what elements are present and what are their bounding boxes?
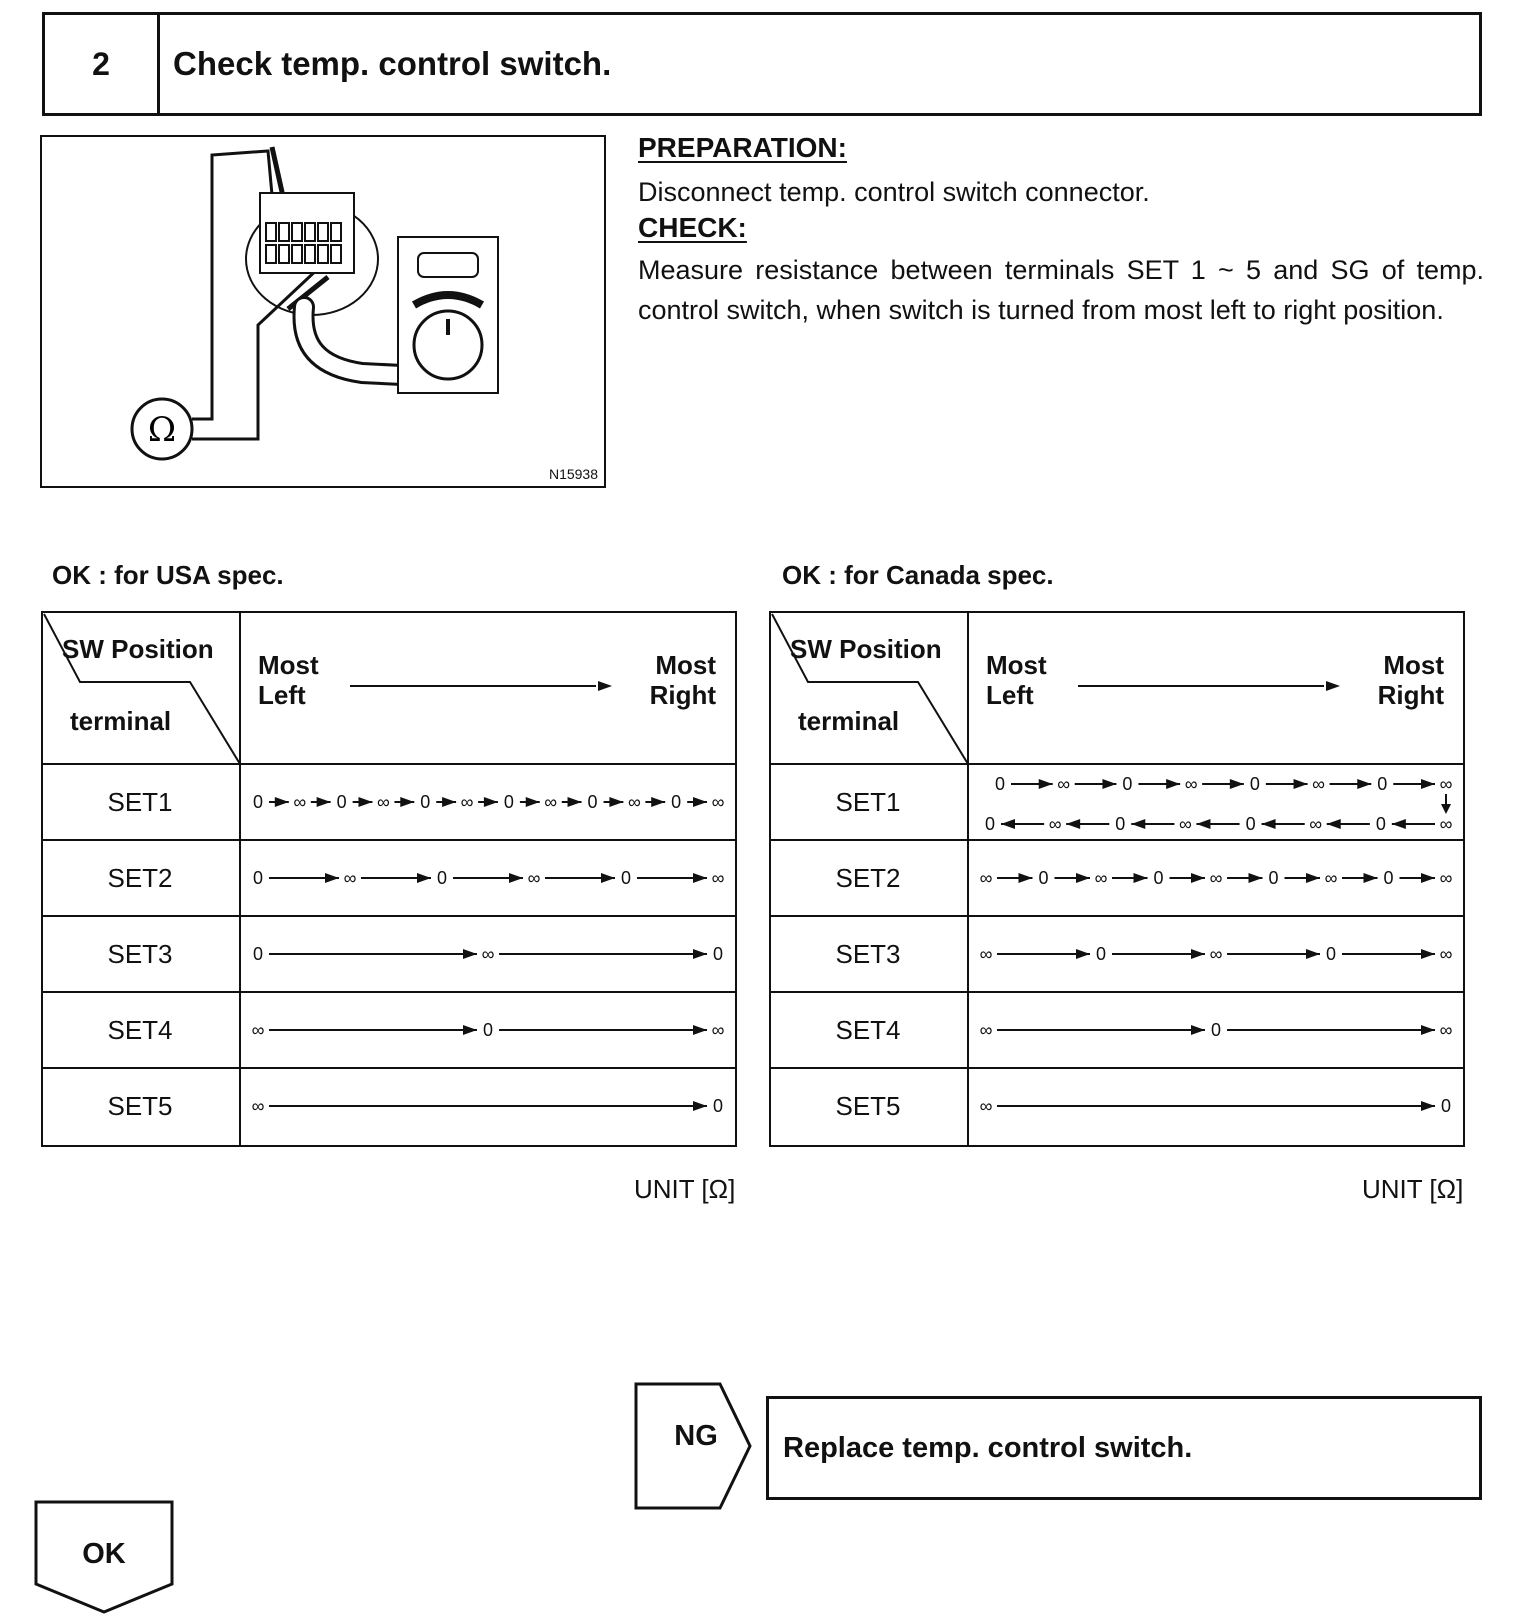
arrowhead: [1357, 779, 1371, 789]
arrowhead: [509, 873, 523, 883]
arrowhead: [317, 797, 331, 807]
arrowhead: [275, 797, 289, 807]
arrowhead: [693, 797, 707, 807]
canada-set3-value-1: 0: [1095, 944, 1107, 964]
arrowhead: [1421, 949, 1435, 959]
usa-set1-value-8: 0: [587, 792, 598, 812]
arrowhead: [693, 949, 707, 959]
arrowhead: [1262, 819, 1276, 829]
arrowhead: [526, 797, 540, 807]
arrowhead: [1131, 819, 1145, 829]
canada-set1-top-value-5: ∞: [1312, 774, 1325, 794]
canada-set1-label: SET1: [835, 787, 901, 817]
arrowhead: [1306, 873, 1320, 883]
canada-set1-top-value-2: 0: [1122, 774, 1133, 794]
arrowhead: [400, 797, 414, 807]
ok-label: OK: [82, 1538, 126, 1570]
figure-code: N15938: [548, 466, 598, 482]
canada-set2-value-4: ∞: [1209, 868, 1223, 888]
arrowhead: [1294, 779, 1308, 789]
test-lead-1: [192, 151, 274, 419]
canada-spec-title: OK : for Canada spec.: [782, 560, 1054, 590]
canada-set1-bottom-value-4: ∞: [1179, 814, 1192, 834]
usa-set3-value-2: 0: [712, 944, 724, 964]
canada-set3-value-2: ∞: [1209, 944, 1223, 964]
canada-set2-sequence: [980, 868, 1453, 888]
usa-set3-sequence: [253, 944, 723, 964]
canada-set3-value-3: 0: [1325, 944, 1337, 964]
usa-set5-sequence: [252, 1096, 723, 1116]
arrowhead: [1134, 873, 1148, 883]
usa-set1-label: SET1: [107, 787, 173, 817]
usa-set1-value-10: 0: [671, 792, 682, 812]
canada-spec-table: [768, 610, 1466, 1148]
arrowhead: [1441, 804, 1451, 814]
arrowhead: [417, 873, 431, 883]
canada-set5-value-0: ∞: [979, 1096, 993, 1116]
ng-label: NG: [674, 1420, 718, 1452]
usa-set5-label: SET5: [107, 1091, 173, 1121]
usa-set3-label: SET3: [107, 939, 173, 969]
canada-set1-top-value-7: ∞: [1439, 774, 1453, 794]
usa-set3-value-1: ∞: [481, 944, 495, 964]
canada-set4-value-1: 0: [1210, 1020, 1222, 1040]
arrowhead: [1102, 779, 1116, 789]
arrowhead: [1191, 873, 1205, 883]
canada-set4-value-0: ∞: [979, 1020, 993, 1040]
most-right-label-1: Most: [655, 650, 716, 680]
step-title: Check temp. control switch.: [173, 45, 612, 82]
arrowhead: [1076, 873, 1090, 883]
arrowhead: [463, 949, 477, 959]
arrowhead: [609, 797, 623, 807]
canada-set1-bottom-value-1: 0: [1375, 814, 1386, 834]
most-right-label-2: Right: [649, 680, 716, 710]
canada-set1-bottom-value-7: 0: [984, 814, 996, 834]
usa-set1-value-9: ∞: [627, 792, 641, 812]
canada-set4-label: SET4: [835, 1015, 901, 1045]
canada-unit-label: UNIT [Ω]: [1362, 1174, 1464, 1204]
usa-set2-label: SET2: [107, 863, 173, 893]
step-number: 2: [45, 15, 160, 113]
usa-set3-value-0: 0: [252, 944, 264, 964]
usa-set1-value-7: ∞: [544, 792, 558, 812]
canada-set2-label: SET2: [835, 863, 901, 893]
arrowhead: [1421, 1101, 1435, 1111]
usa-set2-value-4: 0: [620, 868, 632, 888]
usa-unit-label: UNIT [Ω]: [634, 1174, 736, 1204]
arrowhead: [463, 1025, 477, 1035]
arrowhead: [568, 797, 582, 807]
usa-set4-value-1: 0: [482, 1020, 494, 1040]
canada-set1-bottom-value-6: ∞: [1048, 814, 1062, 834]
arrowhead: [598, 681, 612, 691]
arrowhead: [1327, 819, 1341, 829]
most-left-label-2: Left: [986, 680, 1034, 710]
arrowhead: [693, 1101, 707, 1111]
arrowhead: [1066, 819, 1080, 829]
canada-set1-sequence: [985, 774, 1453, 834]
arrowhead: [325, 873, 339, 883]
canada-set1-top-value-6: 0: [1377, 774, 1388, 794]
arrowhead: [601, 873, 615, 883]
most-right-label-2: Right: [1377, 680, 1444, 710]
most-right-label-1: Most: [1383, 650, 1444, 680]
connector-diagram-figure: [40, 135, 606, 488]
terminal-label: terminal: [798, 706, 900, 736]
arrowhead: [1249, 873, 1263, 883]
canada-set5-label: SET5: [835, 1091, 901, 1121]
canada-set1-bottom-value-2: ∞: [1309, 814, 1323, 834]
canada-set2-value-2: ∞: [1094, 868, 1108, 888]
usa-set2-value-3: ∞: [527, 868, 541, 888]
usa-set4-value-0: ∞: [251, 1020, 265, 1040]
canada-set5-sequence: [980, 1096, 1451, 1116]
ng-action-box: Replace temp. control switch.: [766, 1396, 1482, 1500]
check-text: Measure resistance between terminals SET 1 ~ 5 and SG of temp. control switch, when switch is turned from most left to right position.: [638, 255, 1484, 325]
usa-set1-value-2: 0: [336, 792, 347, 812]
usa-set1-sequence: [253, 792, 725, 812]
canada-set1-top-value-1: ∞: [1057, 774, 1071, 794]
arrowhead: [358, 797, 372, 807]
arrowhead: [1196, 819, 1210, 829]
arrowhead: [1421, 873, 1435, 883]
canada-set4-sequence: [980, 1020, 1453, 1040]
usa-set1-value-1: ∞: [293, 792, 307, 812]
arrowhead: [1306, 949, 1320, 959]
arrowhead: [1392, 819, 1406, 829]
canada-set2-value-1: 0: [1038, 868, 1049, 888]
arrowhead: [1230, 779, 1244, 789]
canada-set4-value-2: ∞: [1439, 1020, 1453, 1040]
usa-set1-value-6: 0: [503, 792, 514, 812]
arrowhead: [1326, 681, 1340, 691]
arrowhead: [1039, 779, 1053, 789]
usa-set1-value-0: 0: [252, 792, 264, 812]
arrowhead: [484, 797, 498, 807]
canada-set1-bottom-value-3: 0: [1245, 814, 1256, 834]
temp-auto-label-icon: [418, 253, 478, 277]
canada-set5-value-1: 0: [1440, 1096, 1452, 1116]
usa-set2-value-5: ∞: [711, 868, 725, 888]
arrowhead: [651, 797, 665, 807]
most-left-label-1: Most: [258, 650, 319, 680]
check-heading: CHECK:: [638, 212, 747, 243]
canada-set3-sequence: [980, 944, 1453, 964]
usa-set4-label: SET4: [107, 1015, 173, 1045]
usa-set2-value-2: 0: [436, 868, 448, 888]
arrowhead: [693, 1025, 707, 1035]
canada-set2-value-8: ∞: [1439, 868, 1453, 888]
canada-set2-value-7: 0: [1383, 868, 1394, 888]
terminal-label: terminal: [70, 706, 172, 736]
canada-set1-top-value-0: 0: [994, 774, 1006, 794]
usa-spec-table: [40, 610, 738, 1148]
usa-set4-value-2: ∞: [711, 1020, 725, 1040]
preparation-heading: PREPARATION:: [638, 132, 847, 163]
sw-position-label: SW Position: [62, 634, 214, 664]
arrowhead: [1019, 873, 1033, 883]
canada-set2-value-6: ∞: [1324, 868, 1338, 888]
arrowhead: [1191, 1025, 1205, 1035]
canada-set2-value-3: 0: [1153, 868, 1164, 888]
canada-set3-value-0: ∞: [979, 944, 993, 964]
arrowhead: [1364, 873, 1378, 883]
canada-set3-label: SET3: [835, 939, 901, 969]
arrowhead: [1001, 819, 1015, 829]
arrowhead: [442, 797, 456, 807]
arrowhead: [1076, 949, 1090, 959]
usa-set1-value-3: ∞: [377, 792, 390, 812]
connector-diagram: [42, 137, 604, 486]
sw-position-label: SW Position: [790, 634, 942, 664]
canada-set1-bottom-value-5: 0: [1115, 814, 1126, 834]
usa-set5-value-0: ∞: [251, 1096, 265, 1116]
step-header: [42, 12, 1482, 116]
preparation-text: Disconnect temp. control switch connector.: [638, 177, 1150, 207]
arrowhead: [1421, 779, 1435, 789]
canada-set1-bottom-value-0: ∞: [1439, 814, 1453, 834]
arrowhead: [1166, 779, 1180, 789]
most-left-label-2: Left: [258, 680, 306, 710]
usa-set4-sequence: [252, 1020, 725, 1040]
usa-set1-value-11: ∞: [711, 792, 725, 812]
canada-set1-top-value-3: ∞: [1184, 774, 1198, 794]
canada-set1-top-value-4: 0: [1249, 774, 1260, 794]
canada-set3-value-4: ∞: [1439, 944, 1453, 964]
arrowhead: [1421, 1025, 1435, 1035]
usa-set2-value-0: 0: [252, 868, 264, 888]
arrowhead: [1191, 949, 1205, 959]
usa-set1-value-4: 0: [420, 792, 431, 812]
usa-set1-value-5: ∞: [460, 792, 474, 812]
usa-set2-sequence: [253, 868, 725, 888]
ohm-symbol: Ω: [147, 410, 177, 450]
most-left-label-1: Most: [986, 650, 1047, 680]
canada-set2-value-0: ∞: [979, 868, 993, 888]
usa-spec-title: OK : for USA spec.: [52, 560, 284, 590]
arrowhead: [693, 873, 707, 883]
usa-set5-value-1: 0: [712, 1096, 724, 1116]
usa-set2-value-1: ∞: [343, 868, 357, 888]
canada-set2-value-5: 0: [1268, 868, 1279, 888]
